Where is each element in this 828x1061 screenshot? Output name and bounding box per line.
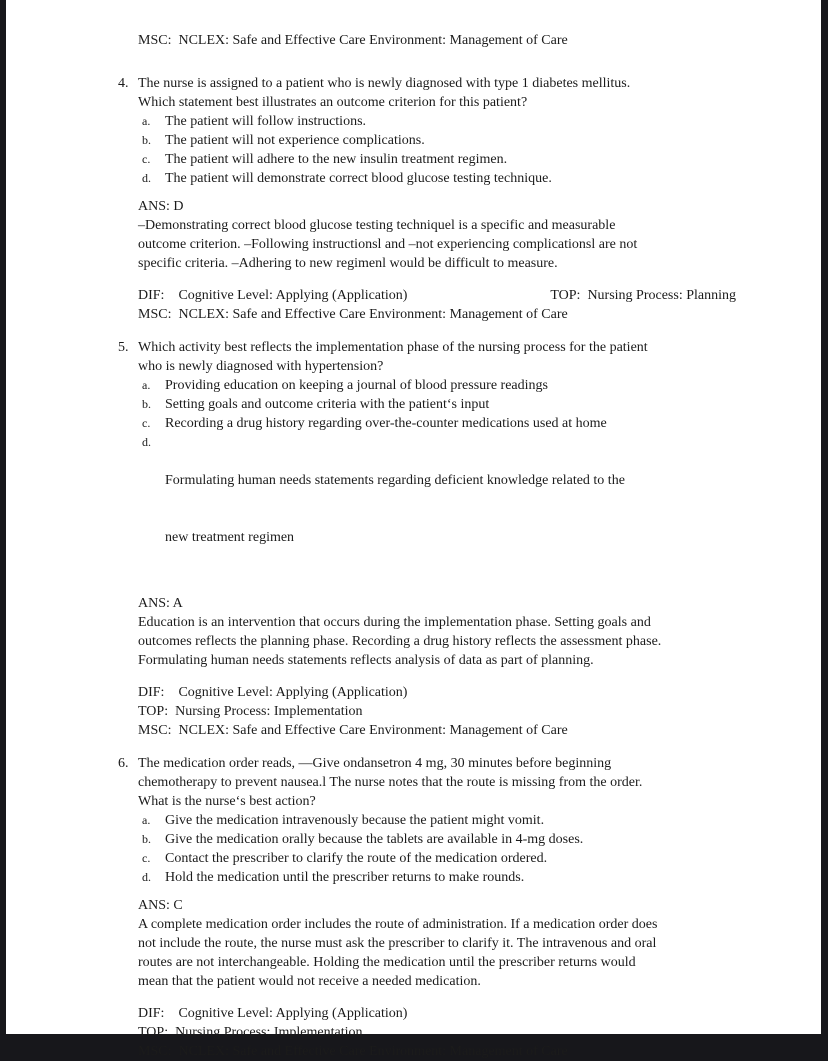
option-row xyxy=(138,811,821,830)
rationale xyxy=(138,216,821,273)
option-letter: b. xyxy=(142,133,151,147)
option-row xyxy=(138,868,821,887)
meta-top-line: TOP: Nursing Process: Planning xyxy=(550,288,736,303)
option-row xyxy=(138,830,821,849)
meta-row xyxy=(138,1023,736,1042)
stem-line: Which statement best illustrates an outcome criterion for this patient? xyxy=(138,95,528,110)
option-row xyxy=(138,150,821,169)
option-row xyxy=(138,376,821,395)
option-letter: b. xyxy=(142,832,151,846)
rationale-line: outcome criterion. –Following instructionsl and –not experiencing complicationsl are not xyxy=(138,237,638,252)
option-letter: a. xyxy=(142,813,151,827)
stem-line: Which activity best reflects the implementation phase of the nursing process for the patient xyxy=(138,340,648,355)
option-text: Give the medication orally because the tablets are available in 4-mg doses. xyxy=(165,832,584,847)
stem-line: chemotherapy to prevent nausea.l The nurse notes that the route is missing from the order. xyxy=(138,775,643,790)
rationale-line: not include the route, the nurse must ask the prescriber to clarify it. The intravenous and oral xyxy=(138,936,657,951)
option-text: Formulating human needs statements regarding deficient knowledge related to the new treatment regimen xyxy=(165,473,625,545)
question-meta xyxy=(138,286,736,324)
question-block-6 xyxy=(6,754,821,1061)
option-letter: a. xyxy=(142,378,151,392)
rationale-line: routes are not interchangeable. Holding the medication until the prescriber returns would xyxy=(138,955,636,970)
meta-row xyxy=(138,305,736,324)
rationale-line: specific criteria. –Adhering to new regimenl would be difficult to measure. xyxy=(138,256,558,271)
question-number: 6. xyxy=(118,756,129,771)
meta-row xyxy=(138,702,736,721)
meta-dif-line: DIF: Cognitive Level: Applying (Application) xyxy=(138,1006,408,1021)
option-row xyxy=(138,169,821,188)
meta-dif-line: DIF: Cognitive Level: Applying (Application) xyxy=(138,685,408,700)
meta-top-line: TOP: Nursing Process: Implementation xyxy=(138,1025,363,1040)
question-head xyxy=(118,338,821,585)
meta-msc-line: MSC: NCLEX: Safe and Effective Care Environment: Management of Care xyxy=(138,307,568,322)
option-letter: b. xyxy=(142,397,151,411)
option-letter: d. xyxy=(142,435,151,449)
rationale-line: –Demonstrating correct blood glucose testing techniquel is a specific and measurable xyxy=(138,218,616,233)
option-text: Setting goals and outcome criteria with the patient‘s input xyxy=(165,397,490,412)
option-text: The patient will adhere to the new insulin treatment regimen. xyxy=(165,152,508,167)
option-text: The patient will not experience complications. xyxy=(165,133,425,148)
document-page xyxy=(6,0,821,1059)
answer-line: ANS: C xyxy=(138,898,183,913)
meta-row xyxy=(138,1042,736,1061)
option-text: Providing education on keeping a journal of blood pressure readings xyxy=(165,378,548,393)
question-block-4 xyxy=(6,74,821,324)
stem-line: The medication order reads, —Give ondansetron 4 mg, 30 minutes before beginning xyxy=(138,756,612,771)
header-meta-line: MSC: NCLEX: Safe and Effective Care Environment: Management of Care xyxy=(138,33,568,48)
option-row xyxy=(138,849,821,868)
rationale-line: Formulating human needs statements reflects analysis of data as part of planning. xyxy=(138,653,594,668)
option-letter: a. xyxy=(142,114,151,128)
rationale-line: Education is an intervention that occurs during the implementation phase. Setting goals and xyxy=(138,615,651,630)
meta-row xyxy=(138,286,736,305)
question-content xyxy=(138,74,821,188)
option-row xyxy=(138,395,821,414)
rationale xyxy=(138,915,821,991)
option-letter: c. xyxy=(142,851,151,865)
option-text: Hold the medication until the prescriber returns to make rounds. xyxy=(165,870,525,885)
option-text: Contact the prescriber to clarify the route of the medication ordered. xyxy=(165,851,548,866)
option-row xyxy=(138,414,821,433)
option-text: The patient will follow instructions. xyxy=(165,114,367,129)
meta-dif-line: DIF: Cognitive Level: Applying (Application) xyxy=(138,288,408,303)
meta-msc-line: MSC: NCLEX: Safe and Effective Care Environment: Management of Care xyxy=(138,723,568,738)
rationale-line: outcomes reflects the planning phase. Recording a drug history reflects the assessment phase. xyxy=(138,634,662,649)
question-meta xyxy=(138,1004,736,1061)
option-letter: d. xyxy=(142,870,151,884)
rationale-line: A complete medication order includes the route of administration. If a medication order does xyxy=(138,917,658,932)
option-letter: c. xyxy=(142,152,151,166)
question-block-5 xyxy=(6,338,821,740)
option-row xyxy=(138,112,821,131)
option-letter: c. xyxy=(142,416,151,430)
rationale xyxy=(138,613,821,670)
option-row xyxy=(138,131,821,150)
question-content xyxy=(138,754,821,887)
answer-line: ANS: D xyxy=(138,199,184,214)
question-number: 4. xyxy=(118,76,129,91)
question-content xyxy=(138,338,821,585)
meta-msc-line: MSC: NCLEX: Safe and Effective Care Environment: Management of Care xyxy=(138,1044,568,1059)
meta-top-line: TOP: Nursing Process: Implementation xyxy=(138,704,363,719)
option-text: The patient will demonstrate correct blood glucose testing technique. xyxy=(165,171,552,186)
stem-line: who is newly diagnosed with hypertension? xyxy=(138,359,384,374)
option-text: Give the medication intravenously because the patient might vomit. xyxy=(165,813,545,828)
option-row xyxy=(138,433,821,585)
question-head xyxy=(118,74,821,188)
option-letter: d. xyxy=(142,171,151,185)
option-text: Recording a drug history regarding over-the-counter medications used at home xyxy=(165,416,607,431)
answer-line: ANS: A xyxy=(138,596,183,611)
meta-row xyxy=(138,721,736,740)
question-head xyxy=(118,754,821,887)
meta-row xyxy=(138,683,736,702)
meta-row xyxy=(138,1004,736,1023)
question-number: 5. xyxy=(118,340,129,355)
stem-line: The nurse is assigned to a patient who is newly diagnosed with type 1 diabetes mellitus. xyxy=(138,76,631,91)
question-meta xyxy=(138,683,736,740)
stem-line: What is the nurse‘s best action? xyxy=(138,794,316,809)
rationale-line: mean that the patient would not receive a needed medication. xyxy=(138,974,481,989)
